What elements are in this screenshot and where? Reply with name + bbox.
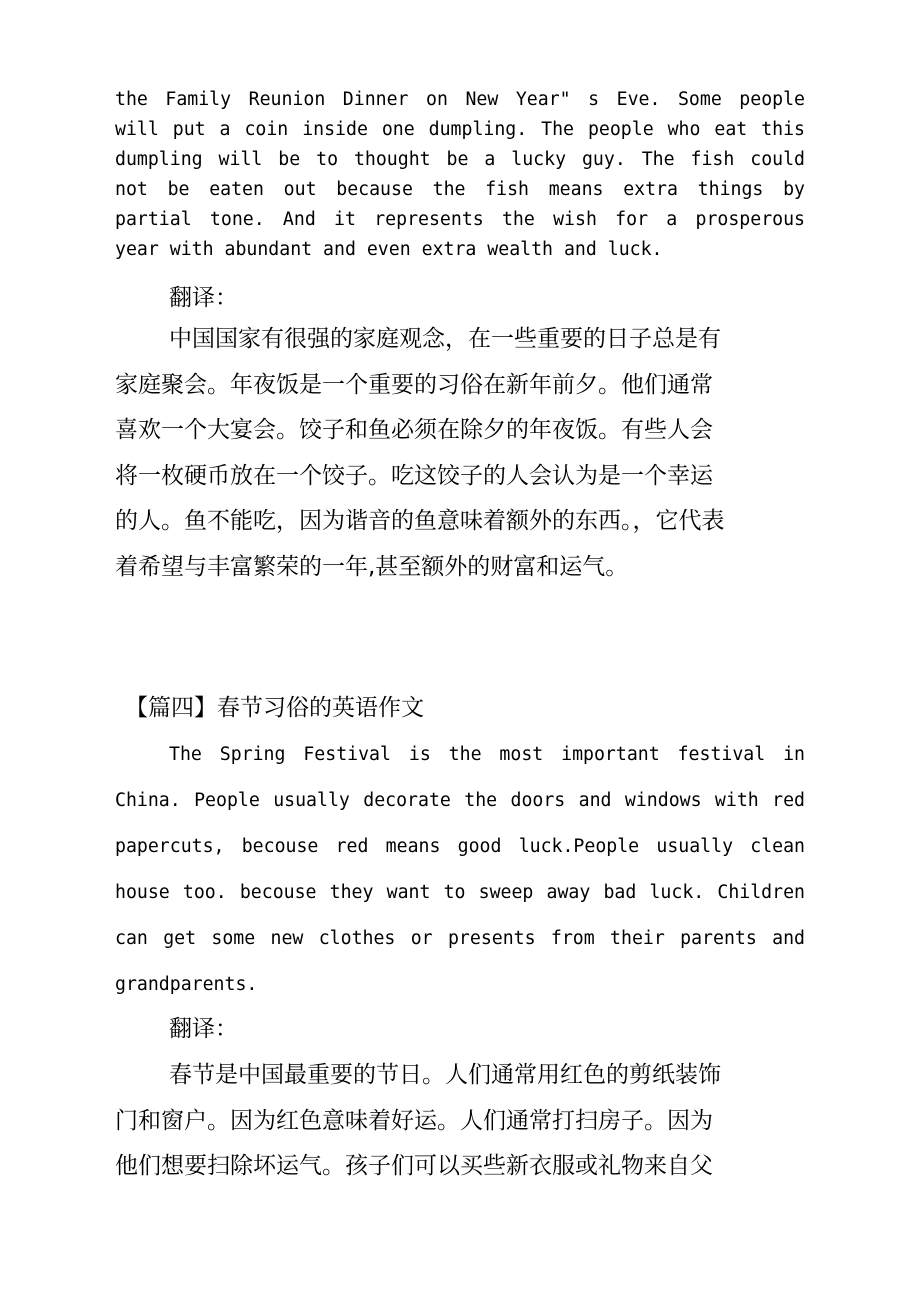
translation-label: 翻译： (169, 1016, 238, 1042)
text-line: can get some new clothes or presents from their parents and (115, 928, 805, 949)
english-paragraph-section4 (115, 732, 805, 1008)
chinese-translation-section4 (115, 1053, 775, 1190)
text-line: 春节是中国最重要的节日。人们通常用红色的剪纸装饰 (169, 1062, 721, 1088)
text-line: the Family Reunion Dinner on New Year" s Eve. Some people (115, 89, 805, 110)
text-line: papercuts, becouse red means good luck.People usually clean (115, 836, 805, 857)
text-line: 中国国家有很强的家庭观念，在一些重要的日子总是有 (169, 326, 721, 352)
section-heading: 【篇四】春节习俗的英语作文 (125, 695, 424, 721)
text-line: 喜欢一个大宴会。饺子和鱼必须在除夕的年夜饭。有些人会 (115, 417, 713, 443)
text-line: China. People usually decorate the doors and windows with red (115, 790, 805, 811)
text-line: 将一枚硬币放在一个饺子。吃这饺子的人会认为是一个幸运 (115, 462, 713, 489)
text-line: 的人。鱼不能吃，因为谐音的鱼意味着额外的东西。，它代表 (115, 508, 725, 534)
text-line: 着希望与丰富繁荣的一年,甚至额外的财富和运气。 (115, 553, 629, 580)
text-line: partial tone. And it represents the wish for a prosperous (115, 209, 805, 230)
text-line: grandparents. (115, 974, 258, 995)
text-line: will put a coin inside one dumpling. The people who eat this (115, 119, 805, 140)
text-line: not be eaten out because the fish means extra things by (115, 179, 805, 200)
chinese-translation-section3 (115, 317, 775, 590)
text-line: The Spring Festival is the most important festival in (169, 744, 805, 765)
english-paragraph-section3 (115, 85, 805, 265)
text-line: house too. becouse they want to sweep away bad luck. Children (115, 882, 805, 903)
text-line: year with abundant and even extra wealth and luck. (115, 239, 663, 260)
translation-label: 翻译： (169, 285, 238, 311)
text-line: 家庭聚会。年夜饭是一个重要的习俗在新年前夕。他们通常 (115, 371, 713, 398)
text-line: 他们想要扫除坏运气。孩子们可以买些新衣服或礼物来自父 (115, 1153, 713, 1179)
text-line: dumpling will be to thought be a lucky guy. The fish could (115, 149, 805, 170)
text-line: 门和窗户。因为红色意味着好运。人们通常打扫房子。因为 (115, 1107, 713, 1134)
